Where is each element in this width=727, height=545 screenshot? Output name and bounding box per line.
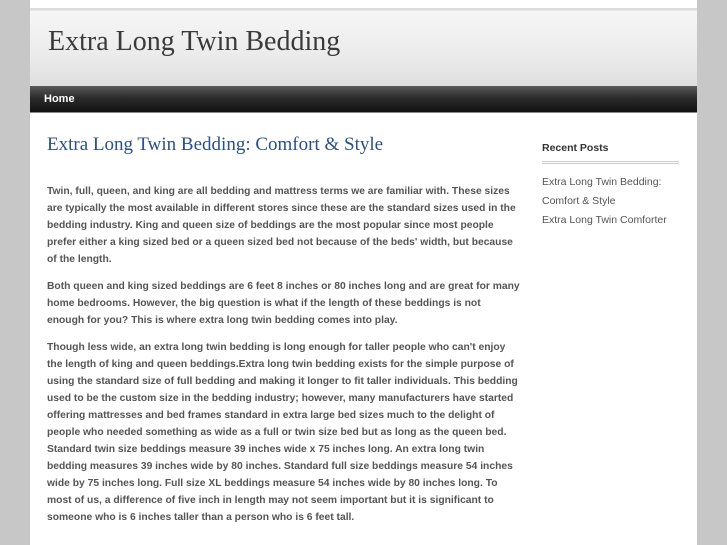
recent-post-link-1[interactable]: Extra Long Twin Bedding: Comfort & Style — [542, 176, 662, 207]
post-body — [47, 183, 520, 526]
post-paragraph-3: Though less wide, an extra long twin bedding is long enough for taller people who can't enjoy the length of king and queen beddings.Extra long twin bedding exists for the simple purpose of using the standard size of full bedding and making it longer to fit taller individuals. This bedding used to be the custom size in the bedding industry; however, many manufacturers have started offering mattresses and bed frames standard in extra large bed sizes much to the delight of people who needed something as wide as a full or twin size bed but as long as the queen bed. Standard twin size beddings measure 39 inches wide x 75 inches long. An extra long twin bedding measures 39 inches wide by 80 inches. Standard full size beddings measure 54 inches wide by 75 inches long. Full size XL beddings measure 54 inches wide by 80 inches long. To most of us, a difference of five inch in length may not seem important but it is significant to someone who is 6 inches taller than a person who is 6 feet tall. — [47, 342, 518, 523]
post-title[interactable]: Extra Long Twin Bedding: Comfort & Style — [47, 134, 384, 155]
recent-posts-list — [542, 172, 679, 229]
main-content — [47, 133, 520, 536]
nav-item-home[interactable]: Home — [44, 93, 75, 105]
post-paragraph-1: Twin, full, queen, and king are all bedding and mattress terms we are familiar with. These sizes are typically the most available in different stores since these are the standard sizes used in the bedding industry. King and queen size of beddings are the most popular since most people prefer either a king sized bed or a queen sized bed not because of the beds' width, but because of the length. — [47, 186, 516, 265]
recent-post-link-2[interactable]: Extra Long Twin Comforter — [542, 214, 667, 226]
list-item — [542, 210, 679, 229]
post-paragraph-2: Both queen and king sized beddings are 6 feet 8 inches or 80 inches long and are great for many home bedrooms. However, the big question is what if the length of these beddings is not enough for you? This is where extra long twin bedding comes into play. — [47, 281, 520, 326]
main-nav — [30, 86, 697, 113]
recent-posts-heading: Recent Posts — [542, 141, 679, 164]
site-title[interactable]: Extra Long Twin Bedding — [48, 26, 341, 57]
sidebar — [542, 141, 679, 229]
list-item — [542, 172, 679, 210]
page-frame — [30, 0, 697, 545]
site-header — [30, 10, 697, 87]
